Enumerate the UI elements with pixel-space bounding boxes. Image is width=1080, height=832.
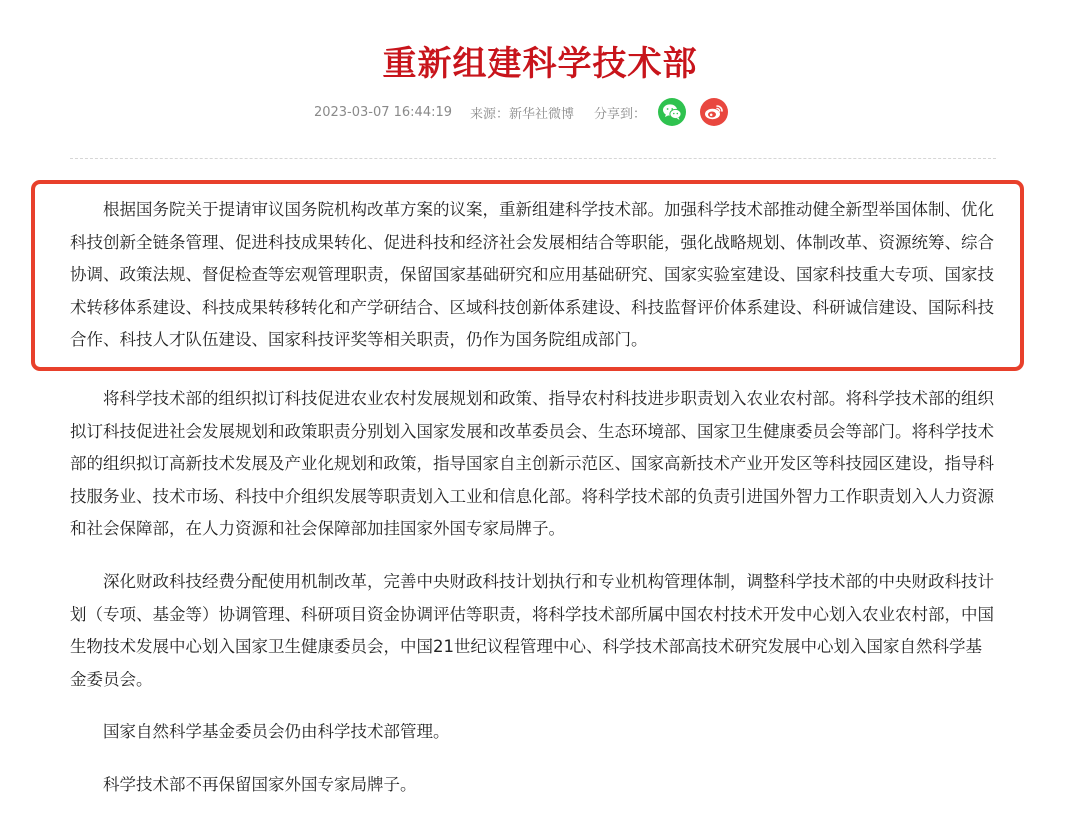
header-divider (70, 158, 996, 159)
page-title: 重新组建科学技术部 (382, 44, 698, 84)
article-body (70, 194, 996, 802)
article-paragraph: 将科学技术部的组织拟订科技促进农业农村发展规划和政策、指导农村科技进步职责划入农业农村部。将科学技术部的组织拟订科技促进社会发展规划和政策职责分别划入国家发展和改革委员会、生态环境部、国家卫生健康委员会等部门。将科学技术部的组织拟订高新技术发展及产业化规划和政策，指导国家自主创新示范区、国家高新技术产业开发区等科技园区建设，指导科技服务业、技术市场、科技中介组织发展等职责划入工业和信息化部。将科学技术部的负责引进国外智力工作职责划入人力资源和社会保障部，在人力资源和社会保障部加挂国家外国专家局牌子。 (70, 388, 994, 539)
article-paragraph: 深化财政科技经费分配使用机制改革，完善中央财政科技计划执行和专业机构管理体制，调整科学技术部的中央财政科技计划（专项、基金等）协调管理、科研项目资金协调评估等职责，将科学技术部所属中国农村技术开发中心划入农业农村部，中国生物技术发展中心划入国家卫生健康委员会，中国21世纪议程管理中心、科学技术部高技术研究发展中心划入国家自然科学基金委员会。 (70, 571, 994, 689)
wechat-icon (662, 103, 682, 121)
article-source: 来源：新华社微博 (470, 106, 575, 122)
weibo-share-button[interactable] (700, 98, 728, 126)
article-meta (0, 101, 1080, 123)
article-paragraph: 科学技术部不再保留国家外国专家局牌子。 (103, 774, 417, 794)
article-paragraph: 国家自然科学基金委员会仍由科学技术部管理。 (103, 722, 450, 742)
article-paragraph: 根据国务院关于提请审议国务院机构改革方案的议案，重新组建科学技术部。加强科学技术部推动健全新型举国体制、优化科技创新全链条管理、促进科技成果转化、促进科技和经济社会发展相结合等职能，强化战略规划、体制改革、资源统筹、综合协调、政策法规、督促检查等宏观管理职责，保留国家基础研究和应用基础研究、国家实验室建设、国家科技重大专项、国家技术转移体系建设、科技成果转移转化和产学研结合、区域科技创新体系建设、科技监督评价体系建设、科研诚信建设、国际科技合作、科技人才队伍建设、国家科技评奖等相关职责，仍作为国务院组成部门。 (70, 200, 994, 350)
weibo-icon (704, 103, 724, 121)
publish-datetime: 2023-03-07 16:44:19 (313, 104, 453, 120)
share-label: 分享到： (594, 106, 647, 122)
wechat-share-button[interactable] (658, 98, 686, 126)
